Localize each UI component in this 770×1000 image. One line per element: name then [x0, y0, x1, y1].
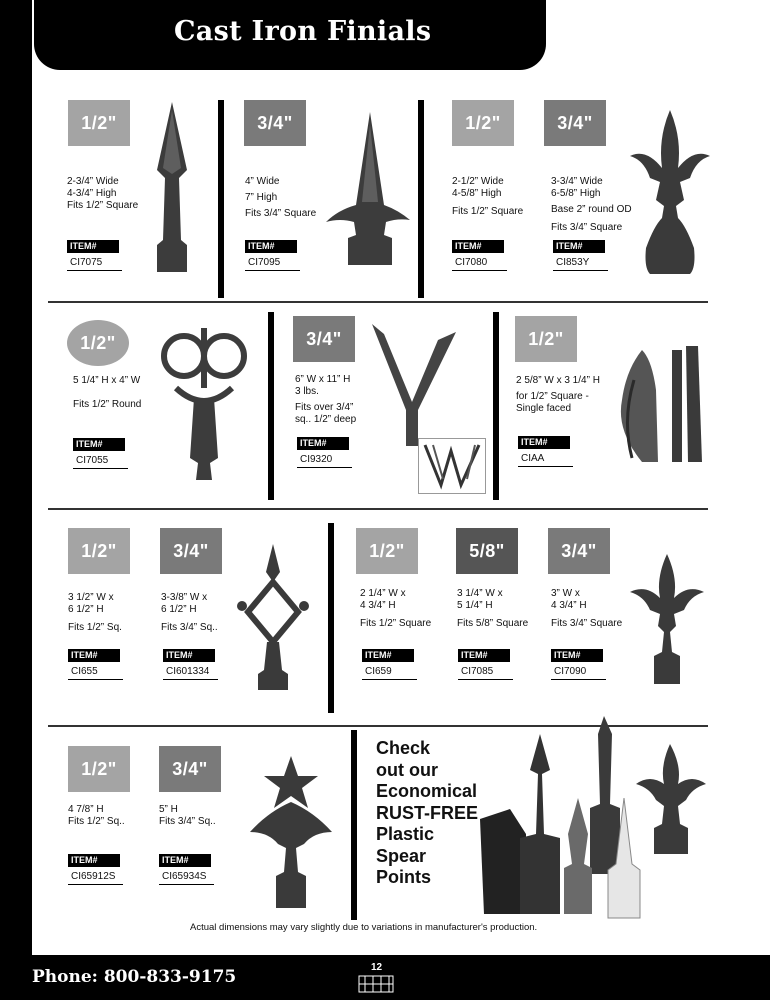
- size-badge: 1/2": [515, 316, 577, 362]
- item-code: CI853Y: [553, 256, 608, 271]
- size-badge: 1/2": [452, 100, 514, 146]
- product-spec: 3” W x 4 3/4” H Fits 3/4” Square: [551, 588, 623, 629]
- product-spec: 5 1/4” H x 4” W Fits 1/2” Round: [73, 375, 142, 410]
- item-label: ITEM#: [245, 240, 297, 253]
- size-badge: 1/2": [68, 528, 130, 574]
- item-label: ITEM#: [551, 649, 603, 662]
- size-badge: 3/4": [159, 746, 221, 792]
- spear-finial-image: [143, 100, 201, 275]
- product-spec: 3 1/4” W x 5 1/4” H Fits 5/8” Square: [457, 588, 529, 629]
- page-number: 12: [371, 962, 383, 973]
- item-label: ITEM#: [159, 854, 211, 867]
- item-label: ITEM#: [68, 649, 120, 662]
- item-code: CI7055: [73, 454, 128, 469]
- item-code: CI601334: [163, 665, 218, 680]
- column-divider: [351, 730, 357, 920]
- size-badge: 1/2": [356, 528, 418, 574]
- row-divider: [48, 508, 708, 510]
- item-label: ITEM#: [553, 240, 605, 253]
- product-spec: 3 1/2” W x 6 1/2” H Fits 1/2” Sq.: [68, 592, 122, 633]
- item-code: CI65934S: [159, 870, 214, 885]
- item-code: CI7080: [452, 256, 507, 271]
- page-title: Cast Iron Finials: [174, 16, 432, 47]
- product-spec: 2 1/4” W x 4 3/4” H Fits 1/2” Square: [360, 588, 432, 629]
- product-spec: 2 5/8” W x 3 1/4” H for 1/2” Square - Single faced: [516, 375, 600, 414]
- size-badge: 3/4": [548, 528, 610, 574]
- installation-thumbnail: [418, 438, 486, 494]
- size-badge: 3/4": [160, 528, 222, 574]
- size-badge: 1/2": [68, 746, 130, 792]
- item-label: ITEM#: [458, 649, 510, 662]
- size-badge: 3/4": [244, 100, 306, 146]
- size-badge: 1/2": [67, 320, 129, 366]
- item-code: CI659: [362, 665, 417, 680]
- product-spec: 2-3/4” Wide 4-3/4” High Fits 1/2” Square: [67, 176, 139, 211]
- item-code: CIAA: [518, 452, 573, 467]
- item-label: ITEM#: [68, 854, 120, 867]
- fleur-de-lis-finial-image: [624, 108, 716, 278]
- item-code: CI7095: [245, 256, 300, 271]
- diamond-spear-finial-image: [234, 542, 312, 692]
- item-code: CI65912S: [68, 870, 123, 885]
- product-spec: 3-3/8” W x 6 1/2” H Fits 3/4” Sq..: [161, 592, 218, 633]
- item-label: ITEM#: [362, 649, 414, 662]
- size-badge: 5/8": [456, 528, 518, 574]
- item-label: ITEM#: [297, 437, 349, 450]
- item-code: CI655: [68, 665, 123, 680]
- size-badge: 3/4": [544, 100, 606, 146]
- product-spec: 6” W x 11” H 3 lbs. Fits over 3/4” sq.. 1/2” deep: [295, 374, 357, 425]
- item-label: ITEM#: [73, 438, 125, 451]
- shell-fan-finial-image: [612, 340, 716, 470]
- plastic-spear-points-image: [470, 714, 710, 920]
- item-label: ITEM#: [518, 436, 570, 449]
- promo-text: Check out our Economical RUST-FREE Plastic Spear Points: [376, 738, 479, 887]
- scroll-finial-image: [154, 318, 254, 488]
- product-spec: 4” Wide 7” High Fits 3/4” Square: [245, 176, 317, 219]
- phone-number: Phone: 800-833-9175: [32, 967, 237, 987]
- item-code: CI7075: [67, 256, 122, 271]
- product-spec: 4 7/8” H Fits 1/2” Sq..: [68, 804, 125, 827]
- column-divider: [268, 312, 274, 500]
- size-badge: 3/4": [293, 316, 355, 362]
- item-label: ITEM#: [452, 240, 504, 253]
- column-divider: [418, 100, 424, 298]
- star-finial-image: [244, 752, 338, 912]
- product-spec: 5” H Fits 3/4” Sq..: [159, 804, 216, 827]
- item-code: CI7085: [458, 665, 513, 680]
- item-code: CI9320: [297, 453, 352, 468]
- column-divider: [328, 523, 334, 713]
- spear-leaf-finial-image: [318, 110, 418, 270]
- v-spike-finial-image: [368, 320, 458, 450]
- product-spec: 3-3/4” Wide 6-5/8” High Base 2” round OD Fits 3/4” Square: [551, 176, 632, 233]
- fence-logo-icon: [358, 975, 394, 993]
- column-divider: [218, 100, 224, 298]
- product-spec: 2-1/2” Wide 4-5/8” High Fits 1/2” Square: [452, 176, 524, 217]
- size-badge: 1/2": [68, 100, 130, 146]
- fleur-de-lis-finial-image: [626, 552, 708, 688]
- column-divider: [493, 312, 499, 500]
- item-label: ITEM#: [67, 240, 119, 253]
- disclaimer-note: Actual dimensions may vary slightly due to variations in manufacturer's production.: [190, 922, 538, 933]
- row-divider: [48, 301, 708, 303]
- item-label: ITEM#: [163, 649, 215, 662]
- item-code: CI7090: [551, 665, 606, 680]
